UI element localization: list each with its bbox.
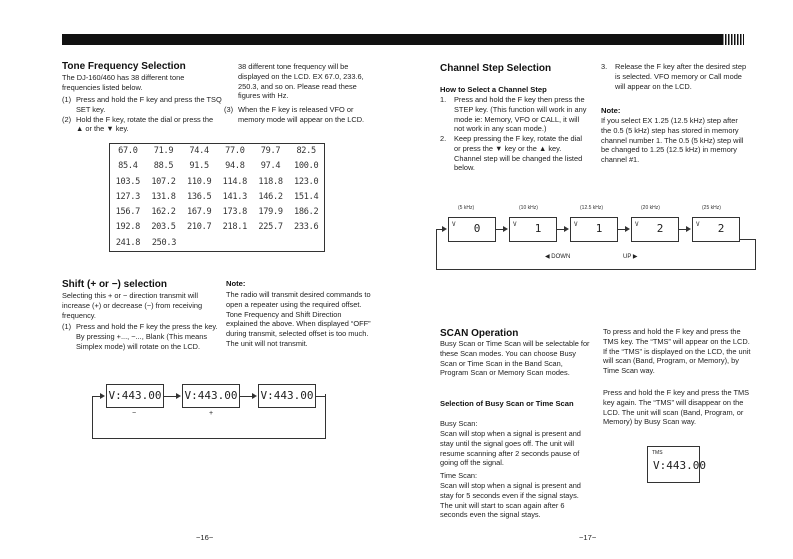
freq-row: [110, 236, 324, 251]
step-lcd-value: 0: [473, 222, 481, 236]
freq-cell: 79.7: [260, 145, 281, 156]
freq-cell: 91.5: [189, 161, 209, 172]
shift-note: The radio will transmit desired commands to open a repeater using the required offset. Tone Frequency and Shift Direction explained the above. When displayed “OFF” during transmit, selected offset is too much. The unit will not transmit.: [226, 290, 371, 348]
arrow-right-icon: [686, 226, 691, 232]
freq-cell: 85.4: [118, 161, 138, 172]
vfo-indicator: V: [513, 221, 517, 228]
freq-cell: 136.5: [186, 191, 212, 202]
freq-row: [110, 220, 324, 235]
step-lcd-box: [631, 217, 679, 242]
step-lcd-value: 2: [717, 222, 725, 236]
shift-intro: Selecting this + or − direction transmit will increase (+) or decrease (−) from receiving frequency.: [62, 291, 203, 320]
freq-cell: 210.7: [186, 222, 212, 233]
freq-cell: 192.8: [115, 222, 141, 233]
channel-note-title: Note:: [601, 106, 621, 115]
freq-cell: 241.8: [115, 237, 141, 248]
tone-intro: The DJ-160/460 has 38 different tone frequencies listed below.: [62, 73, 185, 92]
freq-cell: 107.2: [151, 176, 176, 187]
freq-cell: 94.8: [225, 161, 245, 172]
shift-lcd-blank: V:443.00: [258, 384, 316, 408]
scan-subtitle: Selection of Busy Scan or Time Scan: [440, 399, 574, 408]
freq-row: [110, 144, 324, 159]
shift-sign-minus: −: [132, 410, 137, 417]
page-number-right: −17−: [579, 533, 597, 542]
freq-cell: 179.9: [258, 207, 283, 218]
channel-note: If you select EX 1.25 (12.5 kHz) step after the 0.5 (5 kHz) step has stored in memory channel number 1. The 0.5 (5 kHz) step will be changed to 1.25 (12.5 kHz) in memory channel #1.: [601, 116, 744, 165]
shift-sign-plus: +: [209, 410, 214, 417]
tone-title: Tone Frequency Selection: [62, 61, 186, 72]
freq-cell: 123.0: [294, 176, 319, 187]
vfo-indicator: V: [635, 221, 639, 228]
up-label: UP ▶: [623, 254, 638, 260]
step-label: (10 kHz): [519, 205, 538, 211]
tone-steps: [62, 95, 222, 134]
freq-cell: 151.4: [294, 191, 319, 202]
freq-cell: 100.0: [294, 161, 319, 172]
freq-row: [110, 175, 324, 190]
freq-cell: 110.9: [186, 176, 212, 187]
step-label: (12.5 kHz): [580, 205, 604, 211]
freq-cell: 141.3: [222, 191, 248, 202]
tms-indicator: TMS: [652, 450, 663, 456]
freq-cell: 67.0: [118, 145, 138, 156]
step-label: (5 kHz): [458, 205, 475, 211]
step-lcd-box: [692, 217, 740, 242]
channel-subtitle: How to Select a Channel Step: [440, 85, 547, 94]
channel-title: Channel Step Selection: [440, 63, 552, 74]
page-number-left: −16−: [196, 533, 214, 542]
step-label: (25 kHz): [702, 205, 721, 211]
step-return-line: [740, 239, 755, 240]
freq-cell: 146.2: [258, 191, 283, 202]
freq-row: [110, 159, 324, 174]
shift-steps: (1) Press and hold the F key the press the key. By pressing +..., −..., Blank (This means Simplex mode) will rotate on the LCD.: [62, 322, 218, 351]
arrow-right-icon: [503, 226, 508, 232]
time-scan-text: Scan will stop when a signal is present and stay for 5 seconds even if the signal stays. The unit will start to scan again after 6 seconds even the signal stays.: [440, 481, 581, 520]
header-bar: [62, 34, 744, 45]
freq-cell: 173.8: [222, 207, 248, 218]
channel-step-diagram: [430, 203, 755, 273]
freq-cell: 118.8: [258, 176, 283, 187]
freq-cell: 97.4: [260, 161, 281, 172]
tms-lcd-value: V:443.00: [653, 459, 706, 472]
step-lcd-value: 1: [534, 222, 542, 236]
freq-cell: 71.9: [153, 145, 174, 156]
freq-cell: 156.7: [115, 207, 141, 218]
step-lcd-box: [448, 217, 496, 242]
scan-right-para1: To press and hold the F key and press the TMS key. The “TMS” will appear on the LCD. If the “TMS” is displayed on the LCD, the unit will scan (Band, Program, or Memory), by Time Scan way.: [603, 327, 751, 376]
arrow-right-icon: [564, 226, 569, 232]
scan-right-para2: Press and hold the F key and press the TMS key again. The “TMS” will disappear on the LCD. The unit will scan (Band, Program, or Memory) by Busy Scan way.: [603, 388, 750, 427]
shift-lcd-diagram: [92, 382, 332, 440]
freq-cell: 74.4: [189, 145, 209, 156]
arrow-right-icon: [625, 226, 630, 232]
header-stripes: [722, 34, 744, 45]
scan-intro: Busy Scan or Time Scan will be selectable for these Scan modes. You can choose Busy Scan or Time Scan in the Band Scan, Program Scan or Memory Scan modes.: [440, 339, 590, 378]
tms-lcd: [647, 446, 706, 483]
freq-cell: 233.6: [294, 222, 319, 233]
step-lcd-value: 2: [656, 222, 664, 236]
tone-right-para: 38 different tone frequency will be displayed on the LCD. EX 67.0, 233.6, 250.3, and so on. Please read these figures with Hz.: [238, 62, 364, 101]
vfo-indicator: V: [574, 221, 578, 228]
freq-cell: 203.5: [151, 222, 176, 233]
tone-step3: (3) When the F key is released VFO or memory mode will appear on the LCD.: [224, 105, 365, 124]
freq-row: [110, 190, 324, 205]
freq-cell: 114.8: [222, 176, 248, 187]
scan-title: SCAN Operation: [440, 328, 519, 339]
freq-cell: 131.8: [151, 191, 176, 202]
tone-step: (2) Hold the F key, rotate the dial or press the ▲ or the ▼ key.: [62, 114, 214, 134]
freq-cell: 250.3: [151, 237, 177, 248]
freq-cell: 186.2: [294, 207, 319, 218]
vfo-indicator: V: [696, 221, 700, 228]
vfo-indicator: V: [452, 221, 456, 228]
freq-cell: 225.7: [258, 222, 283, 233]
freq-cell: 82.5: [296, 145, 316, 156]
tone-frequency-table: [109, 143, 325, 252]
shift-lcd-plus: V:443.00: [182, 384, 240, 408]
busy-scan-text: Scan will stop when a signal is present and stay until the signal goes off. The unit will resume scanning after 2 seconds pause of going off the signal.: [440, 429, 581, 468]
freq-cell: 162.2: [151, 207, 176, 218]
freq-cell: 127.3: [115, 191, 141, 202]
step-label: (20 kHz): [641, 205, 660, 211]
shift-lcd-minus: V:443.00: [106, 384, 164, 408]
shift-title: Shift (+ or −) selection: [62, 279, 168, 290]
channel-step3: 3. Release the F key after the desired step is selected. VFO memory or Call mode will appear on the LCD.: [601, 62, 747, 91]
busy-scan-label: Busy Scan:: [440, 419, 478, 428]
freq-cell: 167.9: [186, 207, 212, 218]
freq-cell: 218.1: [222, 222, 248, 233]
freq-cell: 88.5: [153, 161, 174, 172]
freq-cell: 77.0: [225, 145, 245, 156]
step-lcd-box: [509, 217, 557, 242]
time-scan-label: Time Scan:: [440, 471, 478, 480]
shift-note-title: Note:: [226, 279, 246, 288]
step-lcd-value: 1: [595, 222, 603, 236]
tone-step: (1) Press and hold the F key and press the TSQ SET key.: [62, 95, 222, 114]
freq-row: [110, 205, 324, 220]
freq-cell: 103.5: [115, 176, 141, 187]
channel-steps: 1. Press and hold the F key then press the STEP key. (This function will work in any mode ie: Memory, VFO or CALL, it will not work in any scan mode.) 2. Keep pressing the F key, rotate the dial or press the ▼ key or the ▲ key. Channel step will be changed the listed below.: [440, 95, 587, 173]
down-label: ◀ DOWN: [545, 254, 571, 260]
step-lcd-box: [570, 217, 618, 242]
